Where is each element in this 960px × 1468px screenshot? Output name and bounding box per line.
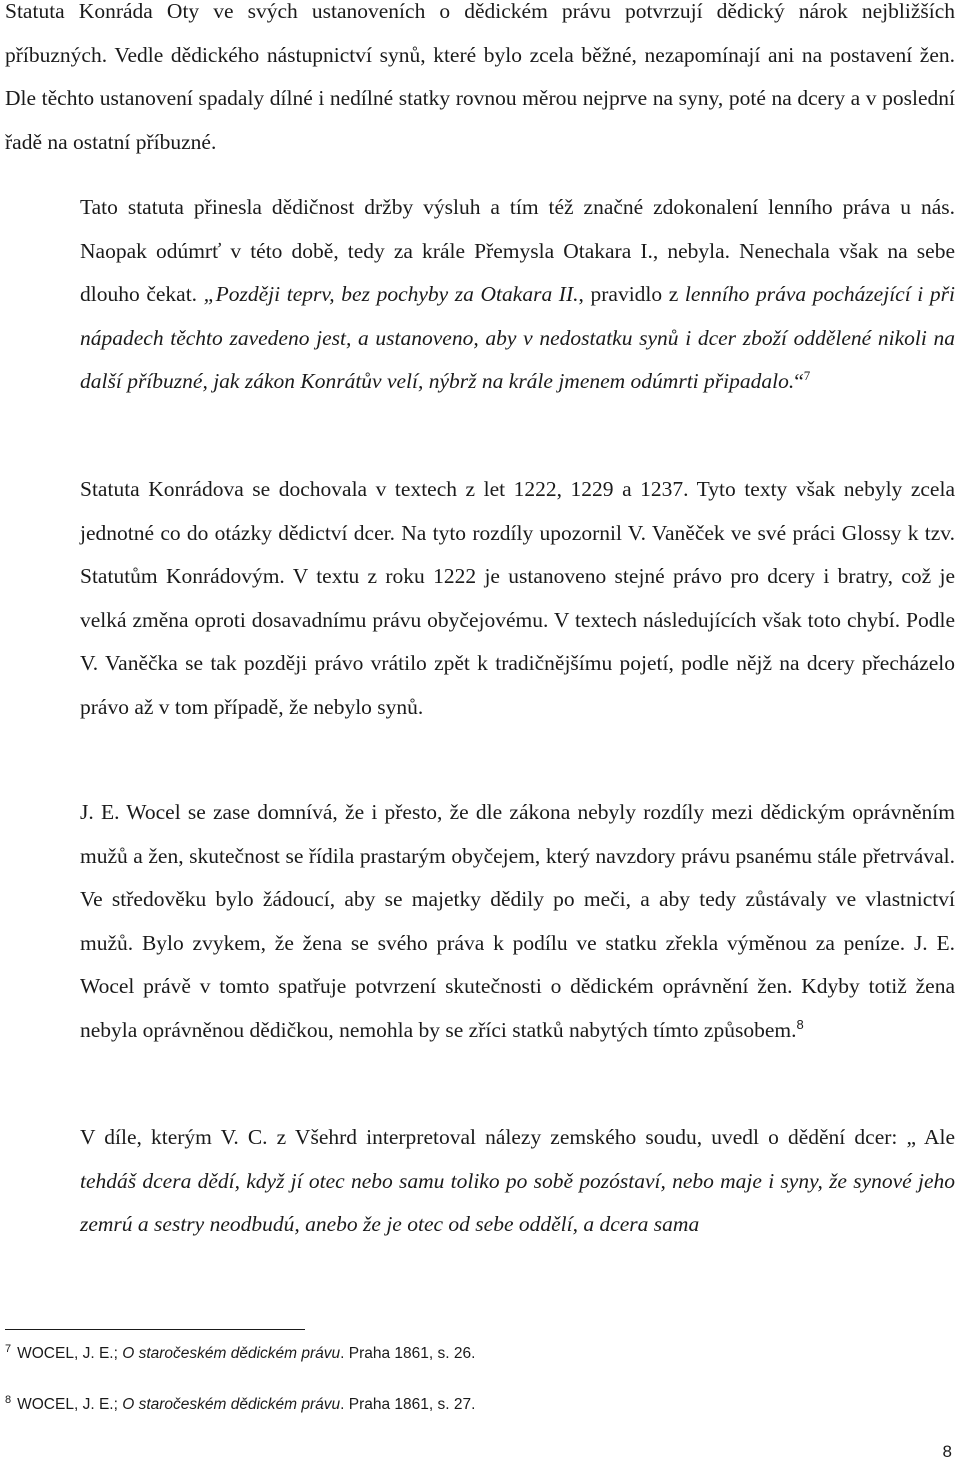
- footnote-ref-8[interactable]: 8: [796, 1016, 804, 1032]
- paragraph-3-text: Statuta Konrádova se dochovala v textech z let 1222, 1229 a 1237. Tyto texty však nebyly zcela jednotné co do otázky dědictví dcer. Na tyto rozdíly upozornil V. Vaněček ve své práci Glossy k tzv. Statutům Konrádovým. V textu z roku 1222 je ustanoveno stejné právo pro dcery i bratry, což je velká změna oproti dosavadnímu právu obyčejovému. V textech následujících však toto chybí. Podle V. Vaněčka se tak později právo vrátilo zpět k tradičnějšímu pojetí, podle nějž na dcery přecházelo právo až v tom případě, že nebylo synů.: [80, 477, 955, 719]
- paragraph-2-text-mid: , pravidlo z: [578, 282, 685, 306]
- footnote-7-number: 7: [5, 1342, 12, 1355]
- quote-end: “: [794, 369, 804, 393]
- paragraph-1-text: Statuta Konráda Oty ve svých ustanoveních o dědickém právu potvrzují dědický nárok nejbližších příbuzných. Vedle dědického nástupnictví synů, které bylo zcela běžné, nezapomínají ani na postavení žen. Dle těchto ustanovení spadaly dílné i nedílné statky rovnou měrou nejprve na syny, poté na dcery a v poslední řadě na ostatní příbuzné.: [5, 0, 955, 154]
- footnote-7: [5, 1344, 475, 1364]
- footnote-7-author: WOCEL, J. E.;: [17, 1345, 123, 1362]
- footnote-separator: [5, 1329, 305, 1330]
- footnote-7-rest: . Praha 1861, s. 26.: [340, 1345, 476, 1362]
- footnote-ref-7[interactable]: 7: [803, 367, 811, 383]
- paragraph-1: [5, 0, 955, 164]
- paragraph-2-text: Tato statuta přinesla dědičnost držby výsluh a tím též značné zdokonalení lenního práva u nás. Naopak odúmrť v této době, tedy za krále Přemysla Otakara I., nebyla. Nenechala však na sebe dlouho čekat.: [80, 195, 955, 306]
- paragraph-5-text: V díle, kterým V. C. z Všehrd interpretoval nálezy zemského soudu, uvedl o dědění dcer: „ Ale: [80, 1125, 955, 1149]
- quote-body: lenního práva pocházející i při nápadech těchto zavedeno jest, a ustanoveno, aby v nedostatku synů i dcer zboží oddělené nikoli na další příbuzné, jak zákon Konrátův velí, nýbrž na krále jmenem odúmrti připadalo.: [80, 282, 955, 393]
- footnote-8-number: 8: [5, 1393, 12, 1406]
- paragraph-5: [5, 1116, 955, 1247]
- footnote-7-title: O staročeském dědickém právu: [122, 1345, 341, 1362]
- paragraph-4: [5, 791, 955, 1052]
- paragraph-3: [5, 468, 955, 729]
- footnote-8-title: O staročeském dědickém právu: [122, 1396, 341, 1413]
- page-number: 8: [942, 1442, 952, 1461]
- paragraph-4-text: J. E. Wocel se zase domnívá, že i přesto, že dle zákona nebyly rozdíly mezi dědickým oprávněním mužů a žen, skutečnost se řídila prastarým obyčejem, který navzdory právu psanému stále přetrvával. Ve středověku bylo žádoucí, aby se majetky dědily po meči, a aby tedy zůstávaly ve vlastnictví mužů. Bylo zvykem, že žena se svého práva k podílu ve statku zřekla výměnou za peníze. J. E. Wocel právě v tomto spatřuje potvrzení skutečnosti o dědickém oprávnění žen. Kdyby totiž žena nebyla oprávněnou dědičkou, nemohla by se zříci statků nabytých tímto způsobem.: [80, 800, 955, 1042]
- footnote-8-rest: . Praha 1861, s. 27.: [340, 1396, 476, 1413]
- quote-start: „Později teprv, bez pochyby za Otakara II.: [203, 282, 579, 306]
- footnote-8: [5, 1395, 475, 1415]
- footnote-8-author: WOCEL, J. E.;: [17, 1396, 123, 1413]
- quote-vsehrd: tehdáš dcera dědí, když jí otec nebo samu toliko po sobě pozóstaví, nebo maje i syny, že synové jeho zemrú a sestry neodbudú, anebo že je otec od sebe oddělí, a dcera sama: [80, 1168, 955, 1236]
- paragraph-2: [5, 186, 955, 404]
